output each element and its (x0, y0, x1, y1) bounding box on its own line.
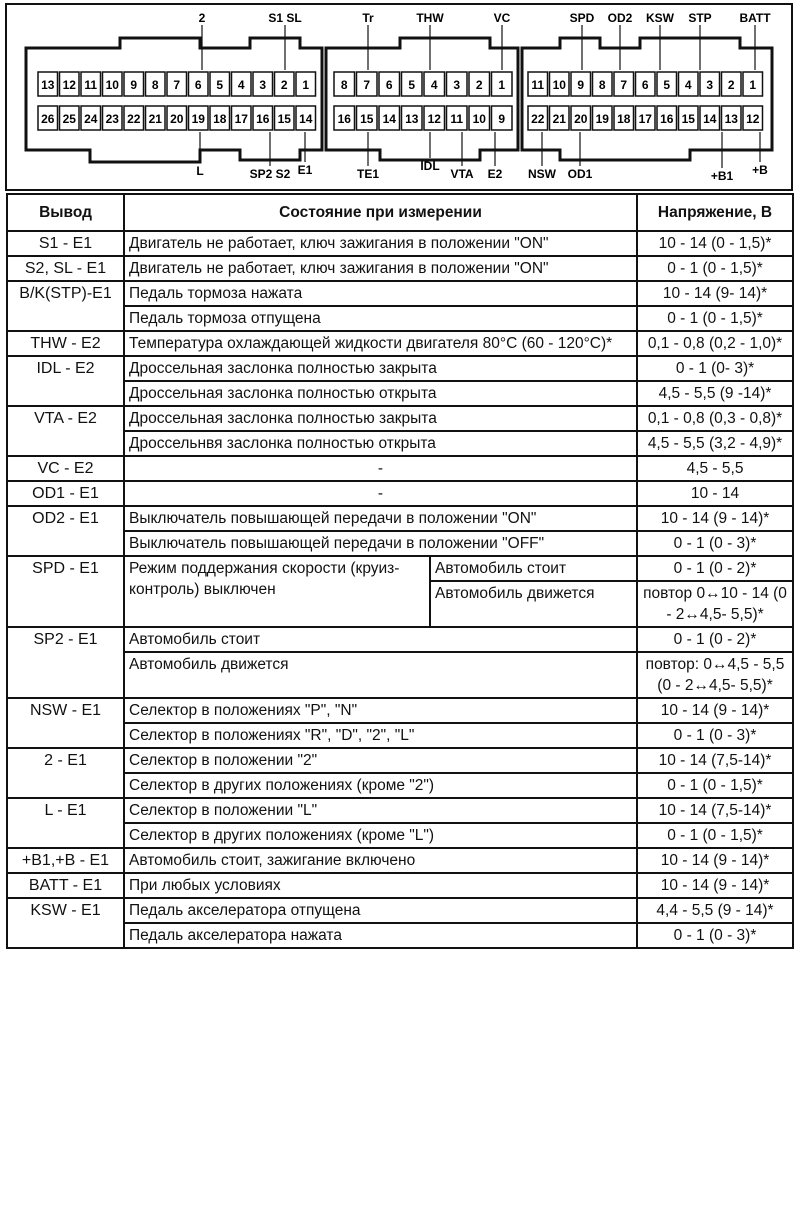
pin-number: 7 (620, 78, 628, 92)
pin-number: 11 (450, 112, 464, 126)
table-row (7, 798, 793, 823)
connector-pin (253, 106, 273, 130)
pin-cell: OD2 - E1 (7, 506, 124, 556)
pin-number: 15 (360, 112, 374, 126)
pin-number: 21 (552, 112, 566, 126)
top-pin-label: BATT (739, 11, 771, 25)
pin-number: 16 (660, 112, 674, 126)
pin-cell: BATT - E1 (7, 873, 124, 898)
top-pin-label: VC (493, 11, 511, 25)
pin-number: 14 (299, 112, 313, 126)
voltage-cell: 0 - 1 (0 - 3)* (637, 923, 793, 948)
pin-number: 21 (148, 112, 162, 126)
table-row (7, 698, 793, 723)
table-row (7, 923, 793, 948)
pin-cell: 2 - E1 (7, 748, 124, 798)
pin-cell: IDL - E2 (7, 356, 124, 406)
pin-number: 6 (641, 78, 649, 92)
connector-pin (571, 72, 591, 96)
connector-pin (357, 72, 378, 96)
voltage-cell: повтор: 0↔4,5 - 5,5 (0 - 2↔4,5- 5,5)* (637, 652, 793, 698)
condition-cell: Автомобиль стоит (124, 627, 637, 652)
voltage-cell: 0 - 1 (0 - 2)* (637, 627, 793, 652)
connector-pin (60, 72, 80, 96)
table-row (7, 406, 793, 431)
pin-number: 3 (706, 78, 714, 92)
header-condition: Состояние при измерении (124, 194, 637, 231)
voltage-cell: 0 - 1 (0- 3)* (637, 356, 793, 381)
connector-pin (571, 106, 591, 130)
pin-cell: KSW - E1 (7, 898, 124, 948)
block1-housing (26, 38, 322, 162)
pin-number: 1 (749, 78, 757, 92)
voltage-cell: 10 - 14 (9- 14)* (637, 281, 793, 306)
pin-number: 3 (259, 78, 267, 92)
voltage-cell: 10 - 14 (7,5-14)* (637, 798, 793, 823)
voltage-cell: 0 - 1 (0 - 1,5)* (637, 823, 793, 848)
pin-number: 3 (453, 78, 461, 92)
table-row (7, 848, 793, 873)
condition-cell: - (124, 456, 637, 481)
table-row (7, 306, 793, 331)
condition-cell: Селектор в других положениях (кроме "2") (124, 773, 637, 798)
connector-pin (402, 72, 423, 96)
connector-pin (550, 106, 570, 130)
pin-number: 22 (127, 112, 141, 126)
condition-cell: Температура охлаждающей жидкости двигателя 80°C (60 - 120°C)* (124, 331, 637, 356)
connector-pin (334, 106, 355, 130)
pin-number: 5 (408, 78, 416, 92)
table-row (7, 381, 793, 406)
bottom-pin-label: TE1 (356, 167, 380, 181)
pin-number: 16 (337, 112, 351, 126)
connector-pin (210, 72, 230, 96)
bottom-pin-label: IDL (420, 159, 440, 173)
condition-cell: Селектор в положении "2" (124, 748, 637, 773)
connector-pin (357, 106, 378, 130)
pin-cell: NSW - E1 (7, 698, 124, 748)
voltage-cell: 4,5 - 5,5 (9 -14)* (637, 381, 793, 406)
table-row (7, 231, 793, 256)
bottom-pin-label: +B1 (710, 169, 734, 183)
pin-number: 15 (277, 112, 291, 126)
connector-pin (636, 106, 656, 130)
pin-number: 4 (430, 78, 438, 92)
pin-cell: THW - E2 (7, 331, 124, 356)
voltage-cell: 10 - 14 (9 - 14)* (637, 698, 793, 723)
pin-number: 20 (574, 112, 588, 126)
pin-cell: OD1 - E1 (7, 481, 124, 506)
bottom-pin-label: NSW (528, 167, 556, 181)
voltage-cell: 4,4 - 5,5 (9 - 14)* (637, 898, 793, 923)
pin-number: 9 (577, 78, 585, 92)
pin-number: 15 (681, 112, 695, 126)
table-row (7, 873, 793, 898)
connector-pin (424, 106, 445, 130)
connector-pin (81, 106, 101, 130)
condition-cell: Дроссельнвя заслонка полностью открыта (124, 431, 637, 456)
connector-pin (60, 106, 80, 130)
connector-pin (189, 106, 209, 130)
pin-number: 11 (84, 78, 98, 92)
connector-pin (679, 106, 699, 130)
table-row (7, 481, 793, 506)
voltage-cell: повтор 0↔10 - 14 (0 - 2↔4,5- 5,5)* (637, 581, 793, 627)
pin-number: 9 (498, 112, 506, 126)
pin-number: 5 (216, 78, 224, 92)
voltage-cell: 10 - 14 (9 - 14)* (637, 848, 793, 873)
connector-pin (636, 72, 656, 96)
pin-number: 24 (84, 112, 98, 126)
top-pin-label: OD2 (607, 11, 633, 25)
condition-cell: Режим поддержания скорости (круиз-контроль) выключен (124, 556, 430, 627)
pin-number: 8 (151, 78, 159, 92)
top-pin-label: Tr (362, 11, 374, 25)
pin-number: 2 (475, 78, 483, 92)
condition-cell: - (124, 481, 637, 506)
pin-number: 13 (724, 112, 738, 126)
pin-number: 19 (191, 112, 205, 126)
pin-number: 13 (41, 78, 55, 92)
pin-number: 1 (302, 78, 310, 92)
bottom-pin-label: SP2 S2 (249, 167, 291, 181)
condition-cell: Селектор в положениях "P", "N" (124, 698, 637, 723)
top-pin-label: S1 SL (268, 11, 302, 25)
pin-cell: SP2 - E1 (7, 627, 124, 698)
connector-pin (167, 106, 187, 130)
connector-pin (700, 106, 720, 130)
condition-cell: Селектор в положениях "R", "D", "2", "L" (124, 723, 637, 748)
condition-cell: Педаль акселератора отпущена (124, 898, 637, 923)
connector-pin (189, 72, 209, 96)
pin-number: 6 (385, 78, 393, 92)
condition-cell: Автомобиль стоит, зажигание включено (124, 848, 637, 873)
pin-number: 11 (531, 78, 545, 92)
connector-pin (528, 106, 548, 130)
condition-cell: Автомобиль движется (124, 652, 637, 698)
pin-number: 10 (552, 78, 566, 92)
pin-number: 12 (427, 112, 441, 126)
header-voltage: Напряжение, В (637, 194, 793, 231)
condition-cell: Селектор в других положениях (кроме "L") (124, 823, 637, 848)
table-row (7, 627, 793, 652)
condition-cell: При любых условиях (124, 873, 637, 898)
pin-cell: VC - E2 (7, 456, 124, 481)
pin-number: 1 (498, 78, 506, 92)
table-row (7, 652, 793, 698)
pin-number: 17 (234, 112, 248, 126)
pin-number: 4 (684, 78, 692, 92)
voltage-cell: 0,1 - 0,8 (0,2 - 1,0)* (637, 331, 793, 356)
pin-number: 23 (105, 112, 119, 126)
connector-pin (402, 106, 423, 130)
connector-pin (124, 106, 144, 130)
condition-cell: Двигатель не работает, ключ зажигания в положении "ON" (124, 256, 637, 281)
pin-number: 6 (194, 78, 202, 92)
pin-number: 2 (280, 78, 288, 92)
voltage-cell: 0 - 1 (0 - 3)* (637, 531, 793, 556)
header-pin: Вывод (7, 194, 124, 231)
pin-number: 14 (382, 112, 396, 126)
pin-number: 12 (746, 112, 760, 126)
connector-pin (657, 72, 677, 96)
pin-cell: +B1,+B - E1 (7, 848, 124, 873)
connector-pin (103, 106, 123, 130)
table-row (7, 556, 793, 581)
connector-pin (275, 106, 295, 130)
pin-number: 13 (405, 112, 419, 126)
connector-pin (38, 106, 58, 130)
pin-number: 4 (237, 78, 245, 92)
table-row (7, 531, 793, 556)
connector-pin (743, 72, 763, 96)
connector-pin (722, 106, 742, 130)
voltage-cell: 0 - 1 (0 - 2)* (637, 556, 793, 581)
condition-cell: Дроссельная заслонка полностью открыта (124, 381, 637, 406)
pin-number: 26 (41, 112, 55, 126)
pin-number: 9 (130, 78, 138, 92)
block3-housing (522, 38, 772, 160)
bottom-pin-label: E1 (297, 163, 313, 177)
pin-number: 18 (617, 112, 631, 126)
pin-number: 17 (638, 112, 652, 126)
condition-cell: Дроссельная заслонка полностью закрыта (124, 406, 637, 431)
top-pin-label: THW (416, 11, 444, 25)
pin-cell: B/K(STP)-E1 (7, 281, 124, 331)
table-row (7, 506, 793, 531)
table-row (7, 773, 793, 798)
voltage-cell: 10 - 14 (637, 481, 793, 506)
subcondition-cell: Автомобиль движется (430, 581, 637, 627)
connector-pin (469, 72, 490, 96)
connector-pin (492, 106, 513, 130)
top-pin-label: 2 (198, 11, 206, 25)
table-row (7, 256, 793, 281)
pin-number: 14 (703, 112, 717, 126)
connector-pin (657, 106, 677, 130)
table-row (7, 456, 793, 481)
voltage-cell: 4,5 - 5,5 (3,2 - 4,9)* (637, 431, 793, 456)
top-pin-label: KSW (646, 11, 674, 25)
connector-pin (146, 106, 166, 130)
connector-pin (275, 72, 295, 96)
pin-number: 19 (595, 112, 609, 126)
connector-pin (379, 72, 400, 96)
voltage-cell: 0 - 1 (0 - 1,5)* (637, 773, 793, 798)
pin-number: 8 (340, 78, 348, 92)
pin-number: 25 (62, 112, 76, 126)
condition-cell: Двигатель не работает, ключ зажигания в положении "ON" (124, 231, 637, 256)
connector-pin (232, 106, 252, 130)
pin-number: 8 (598, 78, 606, 92)
pin-number: 12 (62, 78, 76, 92)
connector-pin (593, 106, 613, 130)
connector-pin (700, 72, 720, 96)
connector-pin (469, 106, 490, 130)
pin-number: 2 (727, 78, 735, 92)
connector-pin (679, 72, 699, 96)
condition-cell: Выключатель повышающей передачи в положении "OFF" (124, 531, 637, 556)
connector-pin (447, 106, 468, 130)
subcondition-cell: Автомобиль стоит (430, 556, 637, 581)
pin-number: 20 (170, 112, 184, 126)
table-header-row (7, 194, 793, 231)
connector-pin (614, 72, 634, 96)
connector-pin (296, 106, 316, 130)
pin-number: 7 (363, 78, 371, 92)
connector-pin (593, 72, 613, 96)
connector-pin (379, 106, 400, 130)
connector-pin (81, 72, 101, 96)
bottom-pin-label: +B (752, 163, 768, 177)
voltage-cell: 0 - 1 (0 - 1,5)* (637, 256, 793, 281)
connector-pin (124, 72, 144, 96)
connector-pin (492, 72, 513, 96)
bottom-pin-label: OD1 (567, 167, 593, 181)
connector-pin (253, 72, 273, 96)
connector-pin (103, 72, 123, 96)
table-row (7, 281, 793, 306)
condition-cell: Педаль акселератора нажата (124, 923, 637, 948)
connector-pin (210, 106, 230, 130)
connector-pin (614, 106, 634, 130)
condition-cell: Селектор в положении "L" (124, 798, 637, 823)
condition-cell: Выключатель повышающей передачи в положении "ON" (124, 506, 637, 531)
connector-pin (146, 72, 166, 96)
pin-number: 10 (105, 78, 119, 92)
table-row (7, 431, 793, 456)
table-row (7, 898, 793, 923)
voltage-cell: 10 - 14 (9 - 14)* (637, 506, 793, 531)
pin-cell: S2, SL - E1 (7, 256, 124, 281)
table-row (7, 823, 793, 848)
pin-cell: S1 - E1 (7, 231, 124, 256)
top-pin-label: STP (688, 11, 712, 25)
bottom-pin-label: E2 (487, 167, 503, 181)
connector-pin (528, 72, 548, 96)
voltage-cell: 0 - 1 (0 - 3)* (637, 723, 793, 748)
voltage-cell: 10 - 14 (0 - 1,5)* (637, 231, 793, 256)
table-row (7, 748, 793, 773)
condition-cell: Педаль тормоза нажата (124, 281, 637, 306)
condition-cell: Дроссельная заслонка полностью закрыта (124, 356, 637, 381)
voltage-cell: 10 - 14 (9 - 14)* (637, 873, 793, 898)
ecu-connector-diagram (0, 0, 800, 193)
connector-pin (424, 72, 445, 96)
connector-svg (0, 0, 800, 193)
pin-number: 10 (472, 112, 486, 126)
connector-pin (167, 72, 187, 96)
top-pin-label: SPD (569, 11, 595, 25)
connector-pin (334, 72, 355, 96)
pin-number: 7 (173, 78, 181, 92)
pin-number: 16 (256, 112, 270, 126)
bottom-pin-label: VTA (450, 167, 474, 181)
pin-cell: SPD - E1 (7, 556, 124, 627)
pin-number: 22 (531, 112, 545, 126)
condition-cell: Педаль тормоза отпущена (124, 306, 637, 331)
connector-pin (296, 72, 316, 96)
block2-housing (326, 38, 518, 160)
table-row (7, 331, 793, 356)
connector-pin (38, 72, 58, 96)
voltage-cell: 4,5 - 5,5 (637, 456, 793, 481)
pin-cell: L - E1 (7, 798, 124, 848)
table-row (7, 356, 793, 381)
voltage-cell: 0,1 - 0,8 (0,3 - 0,8)* (637, 406, 793, 431)
pin-cell: VTA - E2 (7, 406, 124, 456)
pin-grid (38, 72, 763, 130)
connector-pin (743, 106, 763, 130)
voltage-cell: 10 - 14 (7,5-14)* (637, 748, 793, 773)
connector-pin (550, 72, 570, 96)
voltage-cell: 0 - 1 (0 - 1,5)* (637, 306, 793, 331)
connector-pin (447, 72, 468, 96)
connector-pin (722, 72, 742, 96)
bottom-pin-label: L (196, 164, 204, 178)
pin-voltage-table (6, 193, 794, 949)
connector-pin (232, 72, 252, 96)
pin-number: 5 (663, 78, 671, 92)
table-row (7, 723, 793, 748)
pin-number: 18 (213, 112, 227, 126)
